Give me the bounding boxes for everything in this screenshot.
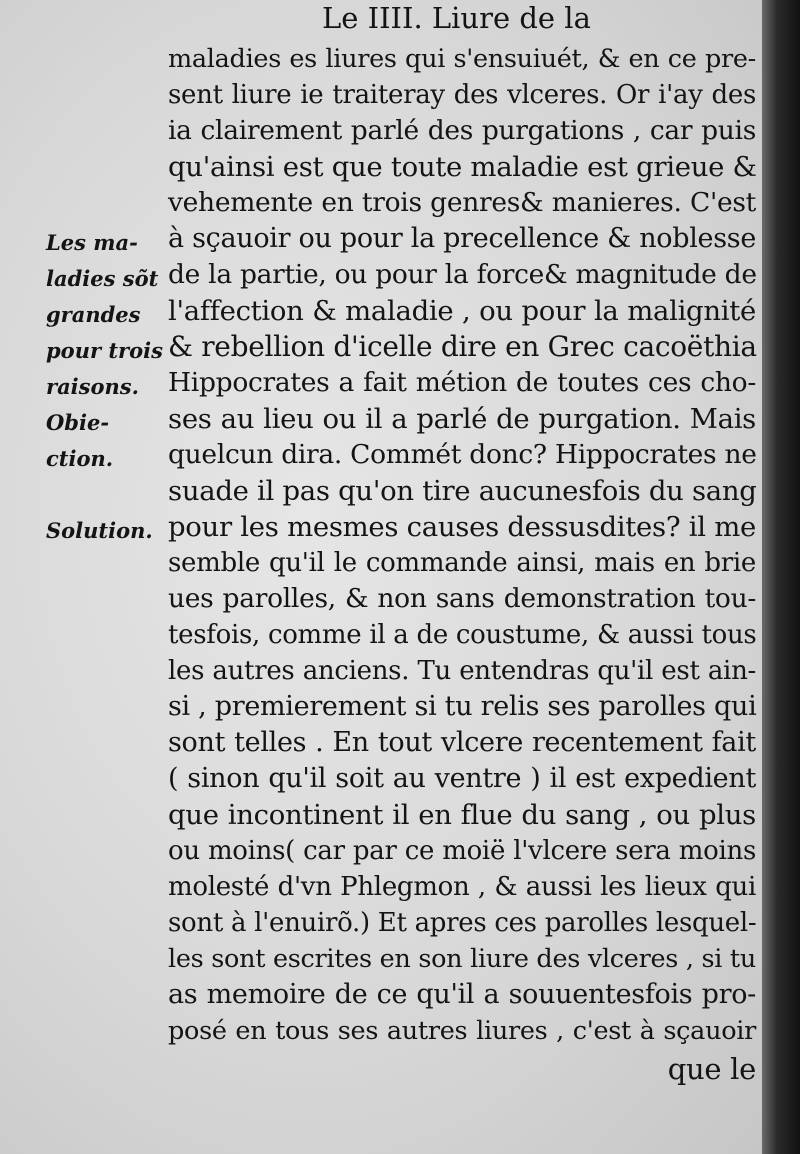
text-line: les autres anciens. Tu entendras qu'il est ain-	[168, 656, 756, 686]
text-line: Hippocrates a fait métion de toutes ces cho-	[168, 367, 756, 398]
margin-note: grandes	[46, 302, 141, 327]
text-line: molesté d'vn Phlegmon , & aussi les lieux qui	[168, 872, 756, 902]
text-line: maladies es liures qui s'ensuiuét, & en ce pre-	[168, 44, 756, 74]
text-line: & rebellion d'icelle dire en Grec cacoëthia	[168, 330, 757, 363]
margin-note: Obie-	[46, 410, 110, 435]
margin-note: raisons.	[46, 374, 139, 399]
text-line: pour les mesmes causes dessusdites? il me	[168, 511, 756, 543]
text-line: posé en tous ses autres liures , c'est à sçauoir	[168, 1016, 756, 1046]
text-line: ( sinon qu'il soit au ventre ) il est expedient	[168, 763, 756, 794]
text-line: l'affection & maladie , ou pour la malignité	[168, 295, 756, 327]
text-line: tesfois, comme il a de coustume, & aussi tous	[168, 620, 757, 650]
text-line: sont à l'enuirõ.) Et apres ces parolles lesquel-	[168, 908, 757, 938]
text-line: sont telles . En tout vlcere recentement fait	[168, 727, 756, 758]
text-line: as memoire de ce qu'il a souuentesfois pro-	[168, 979, 756, 1010]
text-line: de la partie, ou pour la force& magnitude de	[168, 259, 757, 290]
book-gutter	[762, 0, 800, 1154]
text-line: ues parolles, & non sans demonstration tou-	[168, 583, 756, 614]
margin-note: Les ma-	[46, 230, 138, 255]
text-line: que incontinent il en flue du sang , ou plus	[168, 799, 756, 831]
text-line: les sont escrites en son liure des vlceres , si tu	[168, 944, 756, 974]
text-line: suade il pas qu'on tire aucunesfois du sang	[168, 475, 757, 507]
text-line: semble qu'il le commande ainsi, mais en brie	[168, 548, 756, 578]
text-line: sent liure ie traiteray des vlceres. Or i'ay des	[168, 80, 756, 110]
margin-note: pour trois	[46, 338, 163, 363]
margin-note: Solution.	[46, 518, 153, 543]
text-line: vehemente en trois genres& manieres. C'est	[168, 187, 756, 218]
text-line: ia clairement parlé des purgations , car puis	[168, 115, 756, 146]
running-head: Le IIII. Liure de la	[322, 1, 591, 35]
margin-note: ladies sõt	[46, 266, 159, 291]
text-line: ou moins( car par ce moië l'vlcere sera moins	[168, 836, 756, 866]
text-line: à sçauoir ou pour la precellence & noblesse	[168, 223, 757, 254]
text-line: ses au lieu ou il a parlé de purgation. Mais	[168, 403, 756, 435]
text-line: si , premierement si tu relis ses parolles qui	[168, 691, 757, 722]
text-line: qu'ainsi est que toute maladie est grieue &	[168, 151, 757, 183]
margin-note: ction.	[46, 446, 114, 471]
catchword: que le	[667, 1052, 756, 1086]
text-line: quelcun dira. Commét donc? Hippocrates ne	[168, 439, 757, 470]
